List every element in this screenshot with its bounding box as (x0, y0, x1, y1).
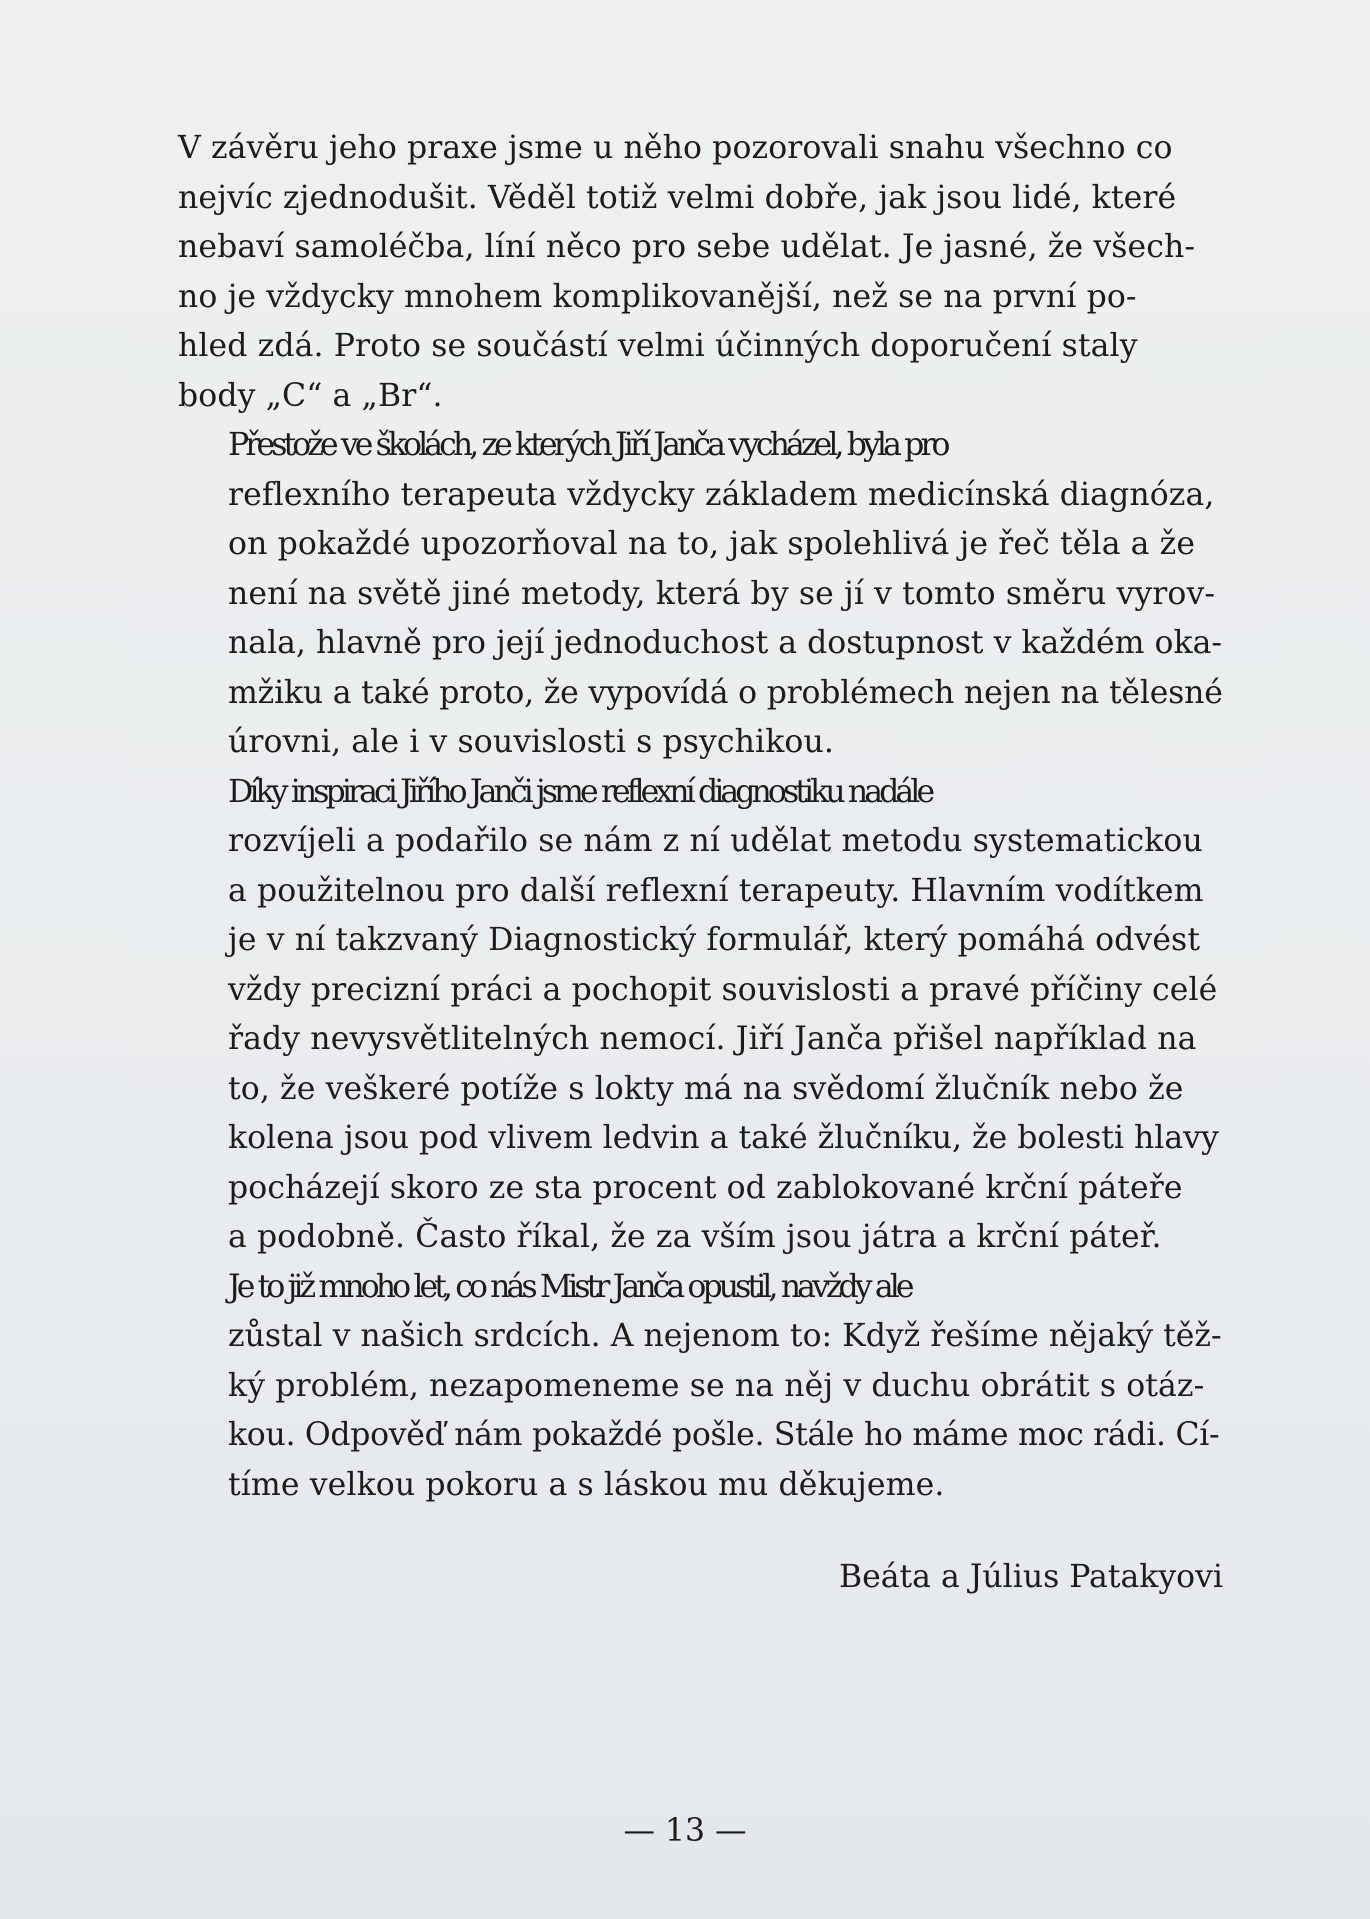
page-number: — 13 — (623, 1813, 747, 1849)
text-line: no je vždycky mnohem komplikovanější, než se na první po- (178, 278, 1137, 315)
paragraph-3 (178, 768, 1223, 1263)
text-line: tíme velkou pokoru a s láskou mu děkujeme. (228, 1466, 945, 1503)
text-line: on pokaždé upozorňoval na to, jak spolehlivá je řeč těla a že (228, 526, 1196, 562)
text-line: není na světě jiné metody, která by se jí v tomto směru vyrov- (228, 575, 1216, 612)
text-line: a podobně. Často říkal, že za vším jsou játra a krční páteř. (228, 1219, 1162, 1255)
text-line: nebaví samoléčba, líní něco pro sebe udělat. Je jasné, že všech- (178, 229, 1196, 265)
text-line: řady nevysvětlitelných nemocí. Jiří Janča přišel například na (228, 1021, 1197, 1057)
text-line: nala, hlavně pro její jednoduchost a dostupnost v každém oka- (228, 625, 1223, 661)
body-text (178, 124, 1223, 1510)
text-line: hled zdá. Proto se součástí velmi účinných doporučení staly (178, 328, 1138, 364)
text-line: je v ní takzvaný Diagnostický formulář, který pomáhá odvést (228, 922, 1201, 958)
paragraph-4 (178, 1263, 1223, 1511)
paragraph-1 (178, 124, 1223, 421)
text-line: mžiku a také proto, že vypovídá o problémech nejen na tělesné (228, 674, 1223, 711)
text-line: rozvíjeli a podařilo se nám z ní udělat metodu systematickou (228, 823, 1203, 859)
text-line: to, že veškeré potíže s lokty má na svědomí žlučník nebo že (228, 1070, 1184, 1107)
text-line: ký problém, nezapomeneme se na něj v duchu obrátit s otáz- (228, 1367, 1205, 1404)
text-line: úrovni, ale i v souvislosti s psychikou. (228, 724, 834, 760)
text-line: a použitelnou pro další reflexní terapeuty. Hlavním vodítkem (228, 872, 1204, 909)
paragraph-2 (178, 421, 1223, 768)
text-line: pocházejí skoro ze sta procent od zablokované krční páteře (228, 1169, 1183, 1206)
text-line: V závěru jeho praxe jsme u něho pozorovali snahu všechno co (178, 130, 1173, 166)
text-line: Přestože ve školách, ze kterých Jiří Janča vycházel, byla pro (228, 427, 947, 463)
text-line: zůstal v našich srdcích. A nejenom to: Když řešíme nějaký těž- (228, 1318, 1222, 1354)
text-line: kou. Odpověď nám pokaždé pošle. Stále ho máme moc rádi. Cí- (228, 1417, 1220, 1453)
text-line: Je to již mnoho let, co nás Mistr Janča opustil, navždy ale (228, 1268, 911, 1305)
text-line: nejvíc zjednodušit. Věděl totiž velmi dobře, jak jsou lidé, které (178, 179, 1177, 216)
text-line: reflexního terapeuta vždycky základem medicínská diagnóza, (228, 476, 1215, 513)
text-line: kolena jsou pod vlivem ledvin a také žlučníku, že bolesti hlavy (228, 1120, 1219, 1156)
text-line: body „C“ a „Br“. (178, 377, 443, 414)
text-line: Díky inspiraci Jiřího Janči jsme reflexní diagnostiku nadále (228, 773, 932, 810)
signature: Beáta a Július Patakyovi (838, 1559, 1223, 1595)
text-line: vždy precizní práci a pochopit souvislosti a pravé příčiny celé (228, 971, 1218, 1008)
